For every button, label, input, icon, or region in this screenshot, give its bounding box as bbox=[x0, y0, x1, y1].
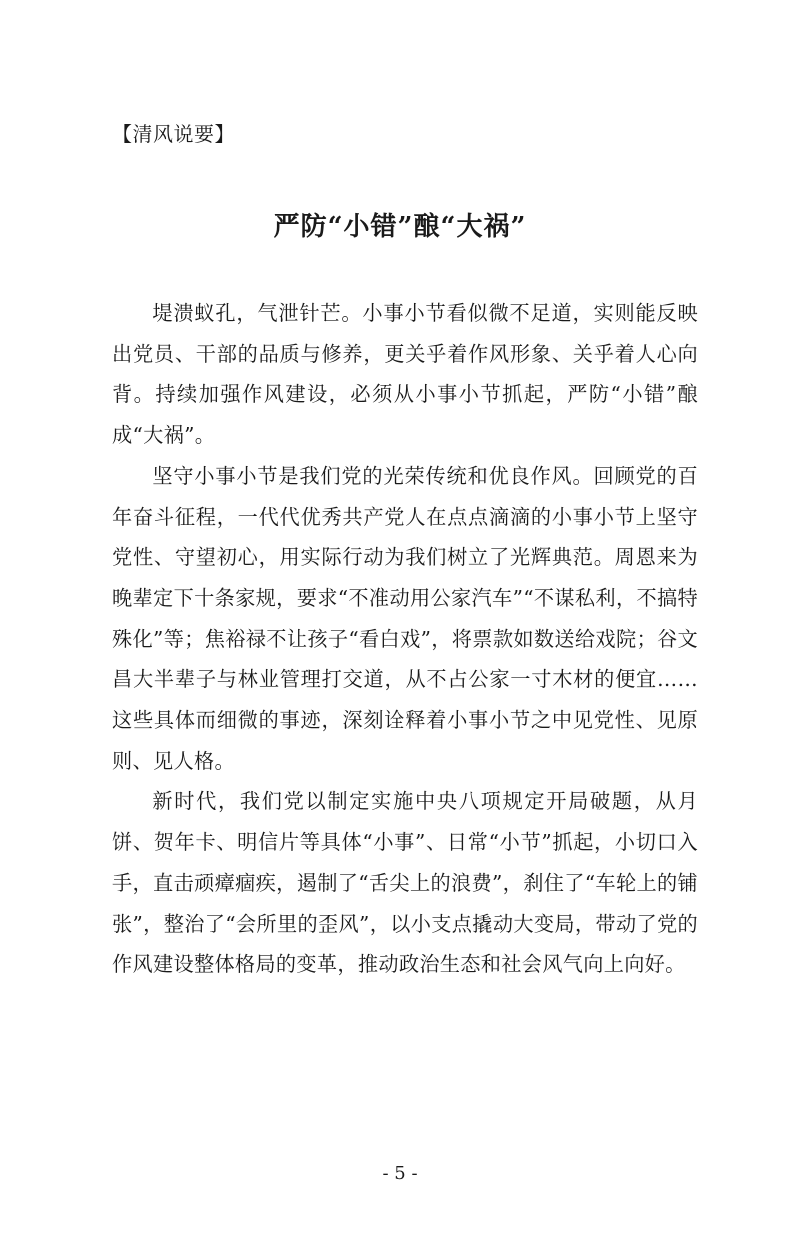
article-body bbox=[112, 293, 698, 985]
article-title: 严防“小错”酿“大祸” bbox=[273, 212, 527, 242]
paragraph: 堤溃蚁孔，气泄针芒。小事小节看似微不足道，实则能反映出党员、干部的品质与修养，更关乎着作风形象、关乎着人心向背。持续加强作风建设，必须从小事小节抓起，严防“小错”酿成“大祸”。 bbox=[112, 301, 698, 448]
page-number: - 5 - bbox=[382, 1163, 418, 1184]
paragraph: 坚守小事小节是我们党的光荣传统和优良作风。回顾党的百年奋斗征程，一代代优秀共产党人在点点滴滴的小事小节上坚守党性、守望初心，用实际行动为我们树立了光辉典范。周恩来为晚辈定下十条家规，要求“不准动用公家汽车”“不谋私利，不搞特殊化”等；焦裕禄不让孩子“看白戏”，将票款如数送给戏院；谷文昌大半辈子与林业管理打交道，从不占公家一寸木材的便宜……这些具体而细微的事迹，深刻诠释着小事小节之中见党性、见原则、见人格。 bbox=[112, 463, 698, 773]
paragraph: 新时代，我们党以制定实施中央八项规定开局破题，从月饼、贺年卡、明信片等具体“小事”、日常“小节”抓起，小切口入手，直击顽瘴痼疾，遏制了“舌尖上的浪费”，刹住了“车轮上的铺张”，整治了“会所里的歪风”，以小支点撬动大变局，带动了党的作风建设整体格局的变革，推动政治生态和社会风气向上向好。 bbox=[112, 789, 698, 977]
column-label: 【清风说要】 bbox=[112, 122, 235, 146]
